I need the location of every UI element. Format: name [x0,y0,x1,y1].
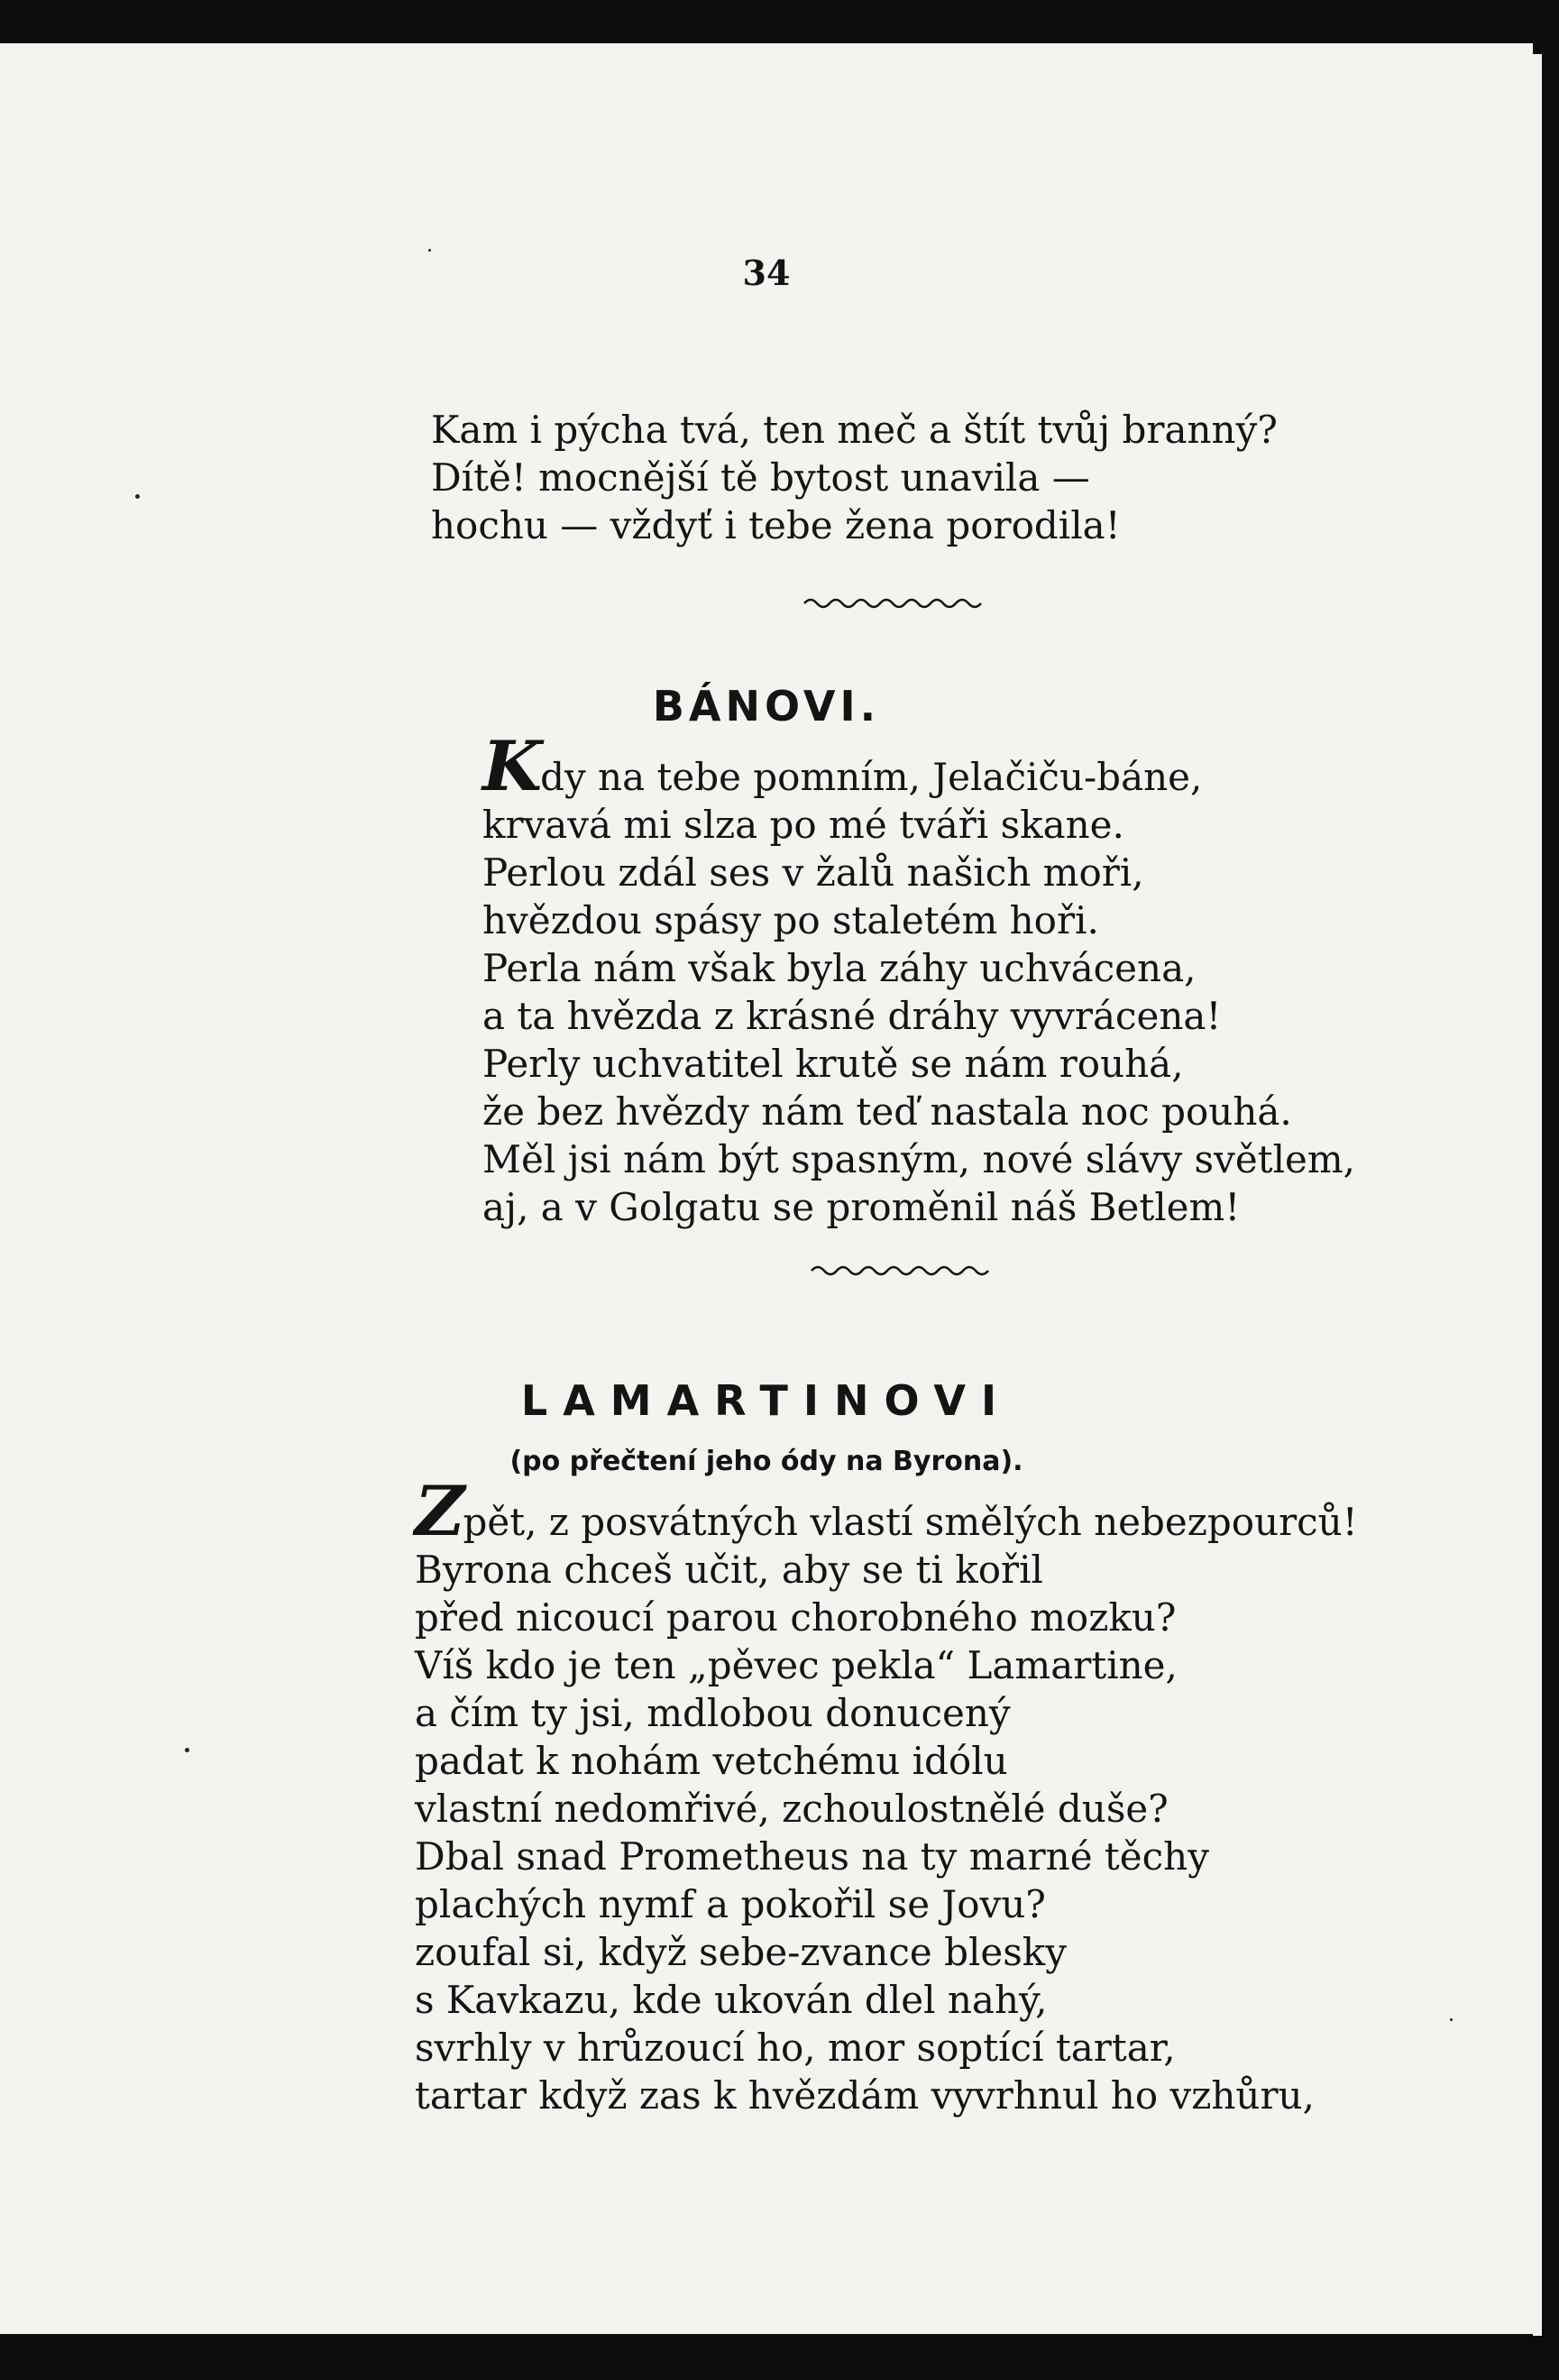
poem-line: že bez hvězdy nám teď nastala noc pouhá. [482,1089,1292,1134]
poem-title-lamartinovi: LAMARTINOVI [520,1376,1013,1425]
poem-line: a ta hvězda z krásné dráhy vyvrácena! [482,994,1222,1038]
poem-title-banovi: BÁNOVI. [652,682,881,731]
poem-line: Perlou zdál ses v žalů našich moři, [482,850,1144,895]
poem-line: dy na tebe pomním, Jelačiču-báne, [540,755,1203,799]
poem-line: Perly uchvatitel krutě se nám rouhá, [482,1042,1184,1086]
poem-line: padat k nohám vetchému idólu [415,1739,1008,1783]
poem-line: a čím ty jsi, mdlobou donucený [415,1691,1011,1735]
poem-line: Víš kdo je ten „pěvec pekla“ Lamartine, [415,1643,1178,1687]
poem-lamartinovi [415,1471,1358,2119]
drop-cap: Z [415,1471,463,1551]
page-number: 34 [742,253,791,293]
section-divider [802,593,983,613]
poem-line: Dbal snad Prometheus na ty marné těchy [415,1834,1209,1879]
book-page [0,43,1533,2334]
paper-speck [185,1748,189,1752]
poem-line: Dítě! mocnější tě bytost unavila — [431,455,1090,500]
poem-ending-stanza [431,406,1278,549]
poem-line: zoufal si, když sebe-zvance blesky [415,1930,1067,1974]
poem-line: svrhly v hrůzoucí ho, mor soptící tartar, [415,2026,1176,2070]
poem-line: aj, a v Golgatu se proměnil náš Betlem! [482,1185,1241,1229]
poem-line: pět, z posvátných vlastí smělých nebezpourců! [463,1500,1358,1544]
poem-line: s Kavkazu, kde ukován dlel nahý, [415,1978,1048,2022]
poem-line: hochu — vždyť i tebe žena porodila! [431,503,1121,547]
poem-line: Perla nám však byla záhy uchvácena, [482,946,1197,990]
poem-line: Byrona chceš učit, aby se ti kořil [415,1548,1043,1592]
poem-line: krvavá mi slza po mé tváři skane. [482,803,1124,847]
poem-line: plachých nymf a pokořil se Jovu? [415,1882,1046,1926]
drop-cap: K [482,726,541,806]
poem-line: před nicoucí parou chorobného mozku? [415,1595,1177,1640]
poem-line: Měl jsi nám být spasným, nové slávy světlem, [482,1137,1356,1181]
page-edge [1533,54,1542,2336]
poem-banovi [482,726,1356,1231]
paper-speck [428,249,431,252]
section-divider [810,1261,990,1281]
paper-speck [135,494,140,499]
poem-line: vlastní nedomřivé, zchoulostnělé duše? [415,1787,1169,1831]
poem-first-line [482,726,1355,806]
poem-first-line [415,1471,1358,1551]
poem-line: hvězdou spásy po staletém hoři. [482,898,1099,942]
poem-line: Kam i pýcha tvá, ten meč a štít tvůj branný? [431,408,1278,452]
poem-subtitle: (po přečtení jeho ódy na Byrona). [509,1446,1023,1477]
poem-line: tartar když zas k hvězdám vyvrhnul ho vzhůru, [415,2073,1315,2118]
paper-speck [1450,2018,1453,2021]
